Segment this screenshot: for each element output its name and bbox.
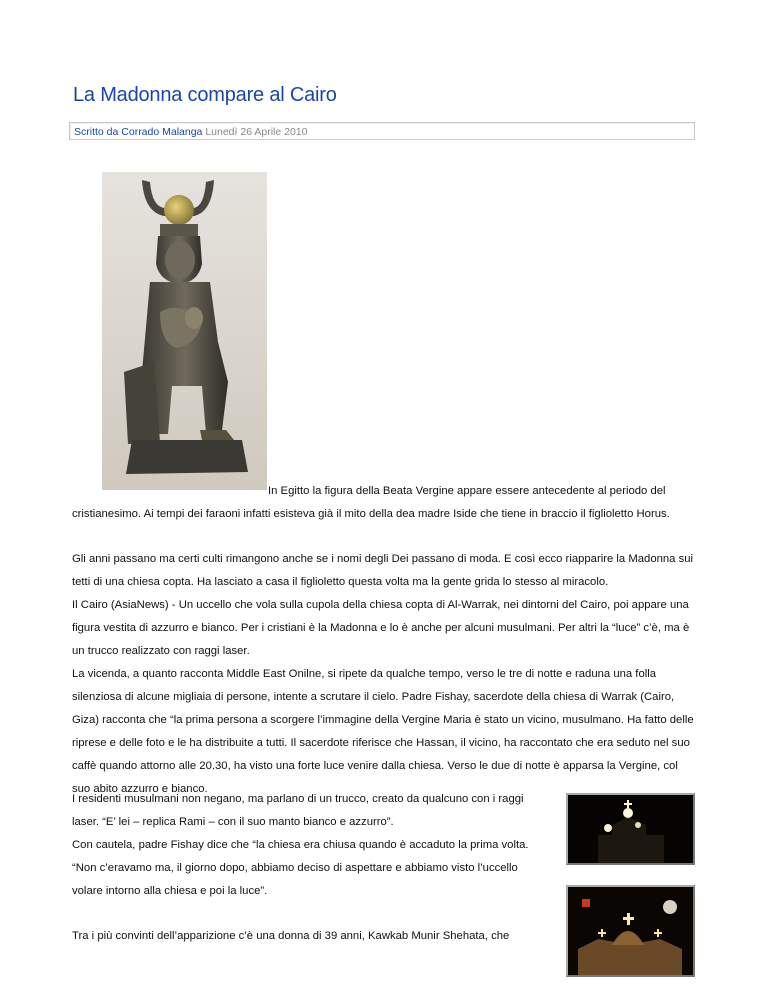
article-title[interactable]: La Madonna compare al Cairo bbox=[73, 84, 337, 106]
church-night-photo-1 bbox=[566, 793, 695, 865]
church-night-photo-2 bbox=[566, 885, 695, 977]
isis-horus-statue-image bbox=[102, 172, 267, 490]
paragraph-6: Tra i più convinti dell’apparizione c’è una donna di 39 anni, Kawkab Munir Shehata, che bbox=[72, 930, 510, 942]
paragraph-5-line-5: volare intorno alla chiesa e poi la luce”. bbox=[72, 885, 268, 897]
article-byline bbox=[69, 122, 695, 140]
intro-paragraph: cristianesimo. Ai tempi dei faraoni infatti esisteva già il mito della dea madre Iside che tiene in braccio il figlioletto Horus. bbox=[72, 508, 670, 520]
paragraph-5-line-1: I residenti musulmani non negano, ma parlano di un trucco, creato da qualcuno con i raggi bbox=[72, 793, 524, 805]
paragraph-2: Gli anni passano ma certi culti rimangono anche se i nomi degli Dei passano di moda. E così ecco riapparire la Madonna sui tetti di una chiesa copta. Ha lasciato a casa il figlioletto questa volta ma la gente grida lo stesso al miracolo. bbox=[72, 553, 694, 588]
paragraph-3: Il Cairo (AsiaNews) - Un uccello che vola sulla cupola della chiesa copta di Al-Warrak, nei dintorni del Cairo, poi appare una figura vestita di azzurro e bianco. Per i cristiani è la Madonna e lo è anche per alcuni musulmani. Per altri la “luce” c’è, ma è un trucco realizzato con raggi laser. bbox=[72, 599, 690, 657]
publish-date: Lunedì 26 Aprile 2010 bbox=[205, 126, 308, 138]
intro-first-line: In Egitto la figura della Beata Vergine appare essere antecedente al periodo del bbox=[268, 485, 666, 497]
paragraph-4: La vicenda, a quanto racconta Middle East Onilne, si ripete da qualche tempo, verso le tre di notte e raduna una folla silenziosa di alcune migliaia di persone, intente a scrutare il cielo. Padre Fishay, sacerdote della chiesa di Warrak (Cairo, Giza) racconta che “la prima persona a scorgere l’immagine della Vergine Maria è stato un vicino, musulmano. Ha fatto delle riprese e delle foto e le ha distribuite a tutti. Il sacerdote riferisce che Hassan, il vicino, ha raccontato che era seduto nel suo caffè quando attorno alle 20.30, ha visto una forte luce venire dalla chiesa. Verso le due di notte è apparsa la Vergine, col suo abito azzurro e bianco. bbox=[72, 668, 694, 795]
author-link[interactable]: Scritto da Corrado Malanga bbox=[74, 126, 203, 138]
paragraph-5-line-2: laser. “E’ lei – replica Rami – con il suo manto bianco e azzurro”. bbox=[72, 816, 394, 828]
paragraph-5-line-3: Con cautela, padre Fishay dice che “la chiesa era chiusa quando è accaduto la prima volta. bbox=[72, 839, 529, 851]
paragraph-5-line-4: “Non c’eravamo ma, il giorno dopo, abbiamo deciso di aspettare e abbiamo visto l’uccello bbox=[72, 862, 518, 874]
